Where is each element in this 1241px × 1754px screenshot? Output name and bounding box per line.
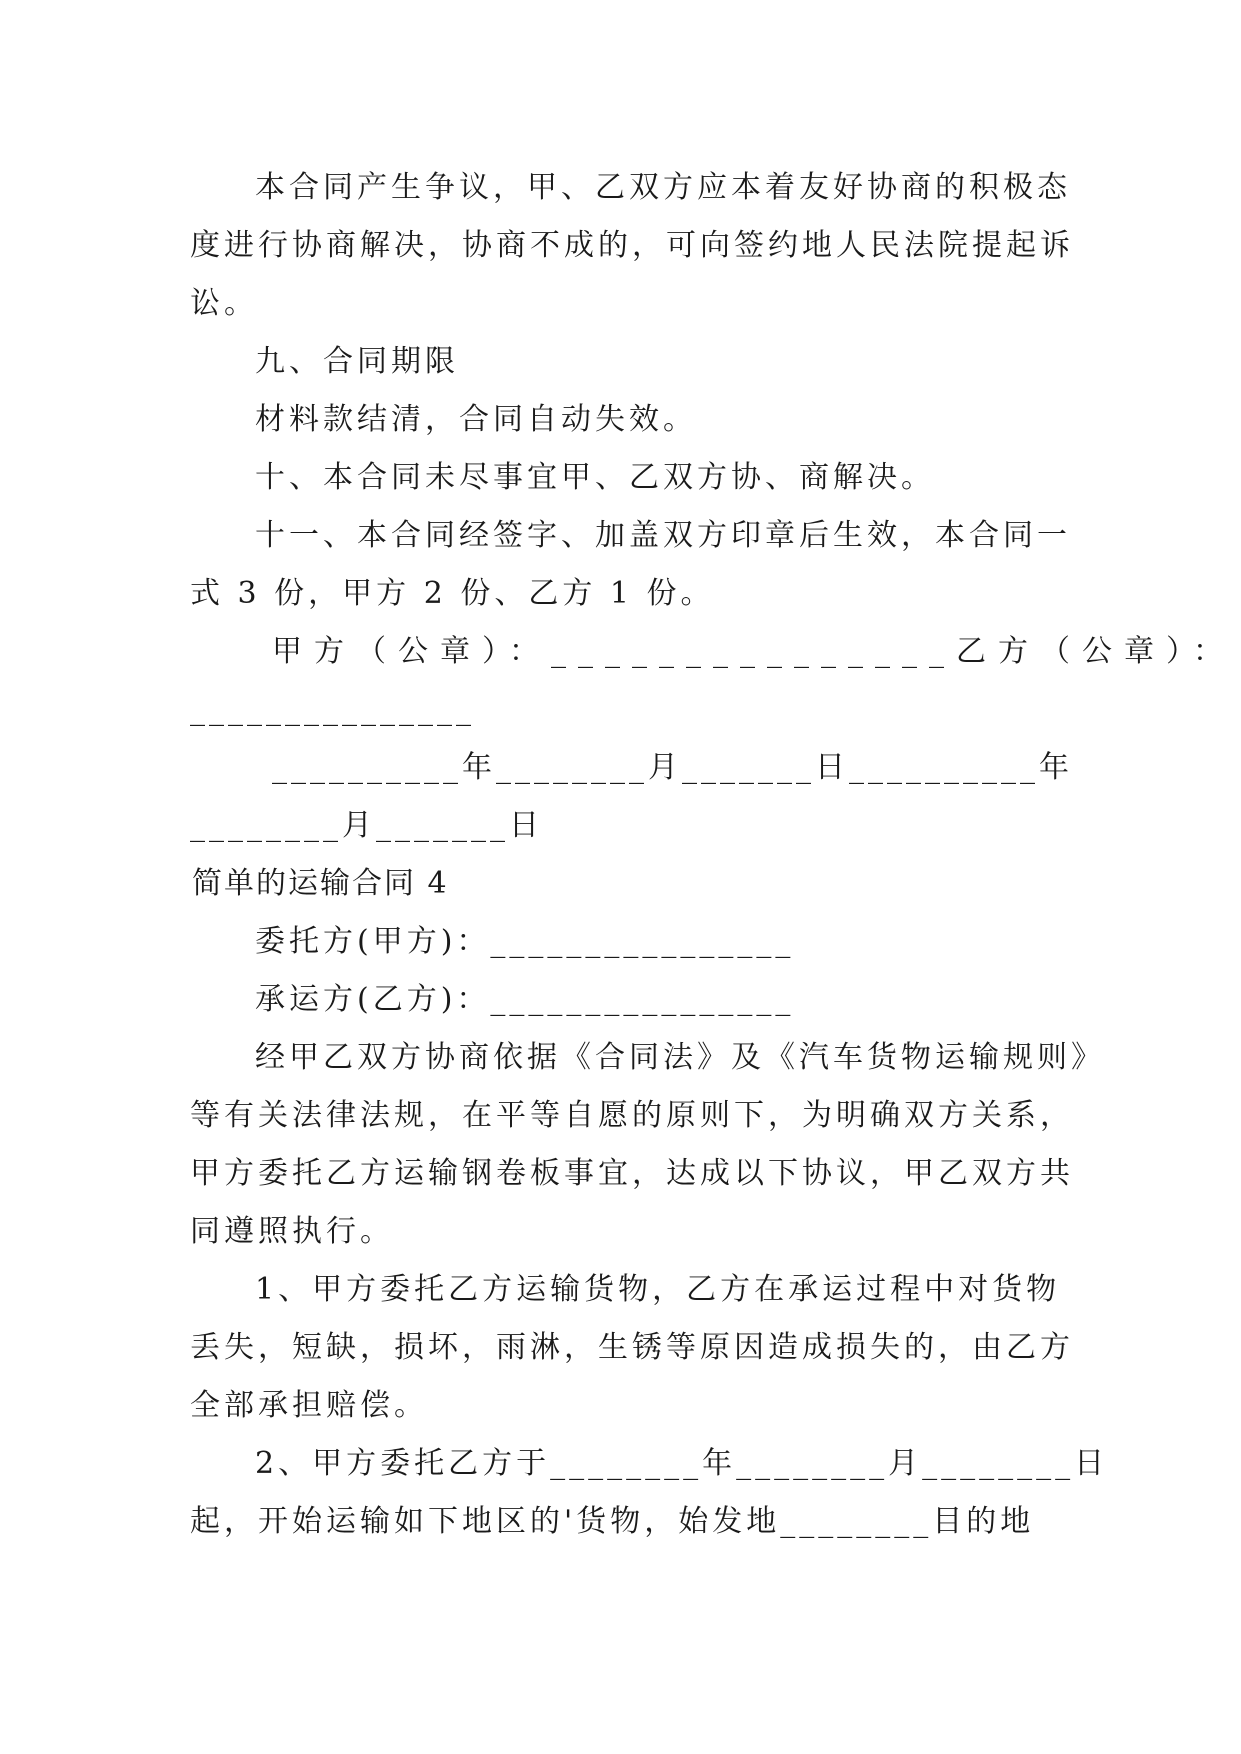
paragraph-line: 等有关法律法规，在平等自愿的原则下，为明确双方关系，: [190, 1098, 1074, 1133]
paragraph-line: 丢失，短缺，损坏，雨淋，生锈等原因造成损失的，由乙方: [190, 1330, 1074, 1365]
party-line: 委托方(甲方)：________________: [255, 924, 795, 959]
paragraph-line: 本合同产生争议，甲、乙双方应本着友好协商的积极态: [255, 170, 1071, 205]
signature-line: 甲方（公章）：_______________乙方（公章）：: [272, 634, 1235, 669]
paragraph-line: 起，开始运输如下地区的'货物，始发地________目的地: [190, 1504, 1035, 1539]
paragraph-line: 1、甲方委托乙方运输货物，乙方在承运过程中对货物: [255, 1272, 1061, 1307]
paragraph-line: 全部承担赔偿。: [190, 1388, 428, 1423]
paragraph-line: 式 3 份，甲方 2 份、乙方 1 份。: [190, 576, 715, 611]
paragraph-line: 2、甲方委托乙方于________年________月________日: [255, 1446, 1109, 1481]
party-line: 承运方(乙方)：________________: [255, 982, 795, 1017]
paragraph-line: 经甲乙双方协商依据《合同法》及《汽车货物运输规则》: [255, 1040, 1105, 1075]
contract-title: 简单的运输合同 4: [192, 866, 449, 901]
paragraph-line: 讼。: [190, 286, 258, 321]
date-line: __________年________月_______日__________年: [272, 750, 1073, 785]
date-line: ________月_______日: [190, 808, 543, 843]
paragraph-line: 同遵照执行。: [190, 1214, 394, 1249]
paragraph-line: 十一、本合同经签字、加盖双方印章后生效，本合同一: [255, 518, 1071, 553]
signature-blank: _______________: [190, 692, 475, 727]
paragraph-line: 材料款结清，合同自动失效。: [255, 402, 697, 437]
section-heading: 九、合同期限: [255, 344, 459, 379]
paragraph-line: 度进行协商解决，协商不成的，可向签约地人民法院提起诉: [190, 228, 1074, 263]
section-heading: 十、本合同未尽事宜甲、乙双方协、商解决。: [255, 460, 935, 495]
paragraph-line: 甲方委托乙方运输钢卷板事宜，达成以下协议，甲乙双方共: [190, 1156, 1074, 1191]
